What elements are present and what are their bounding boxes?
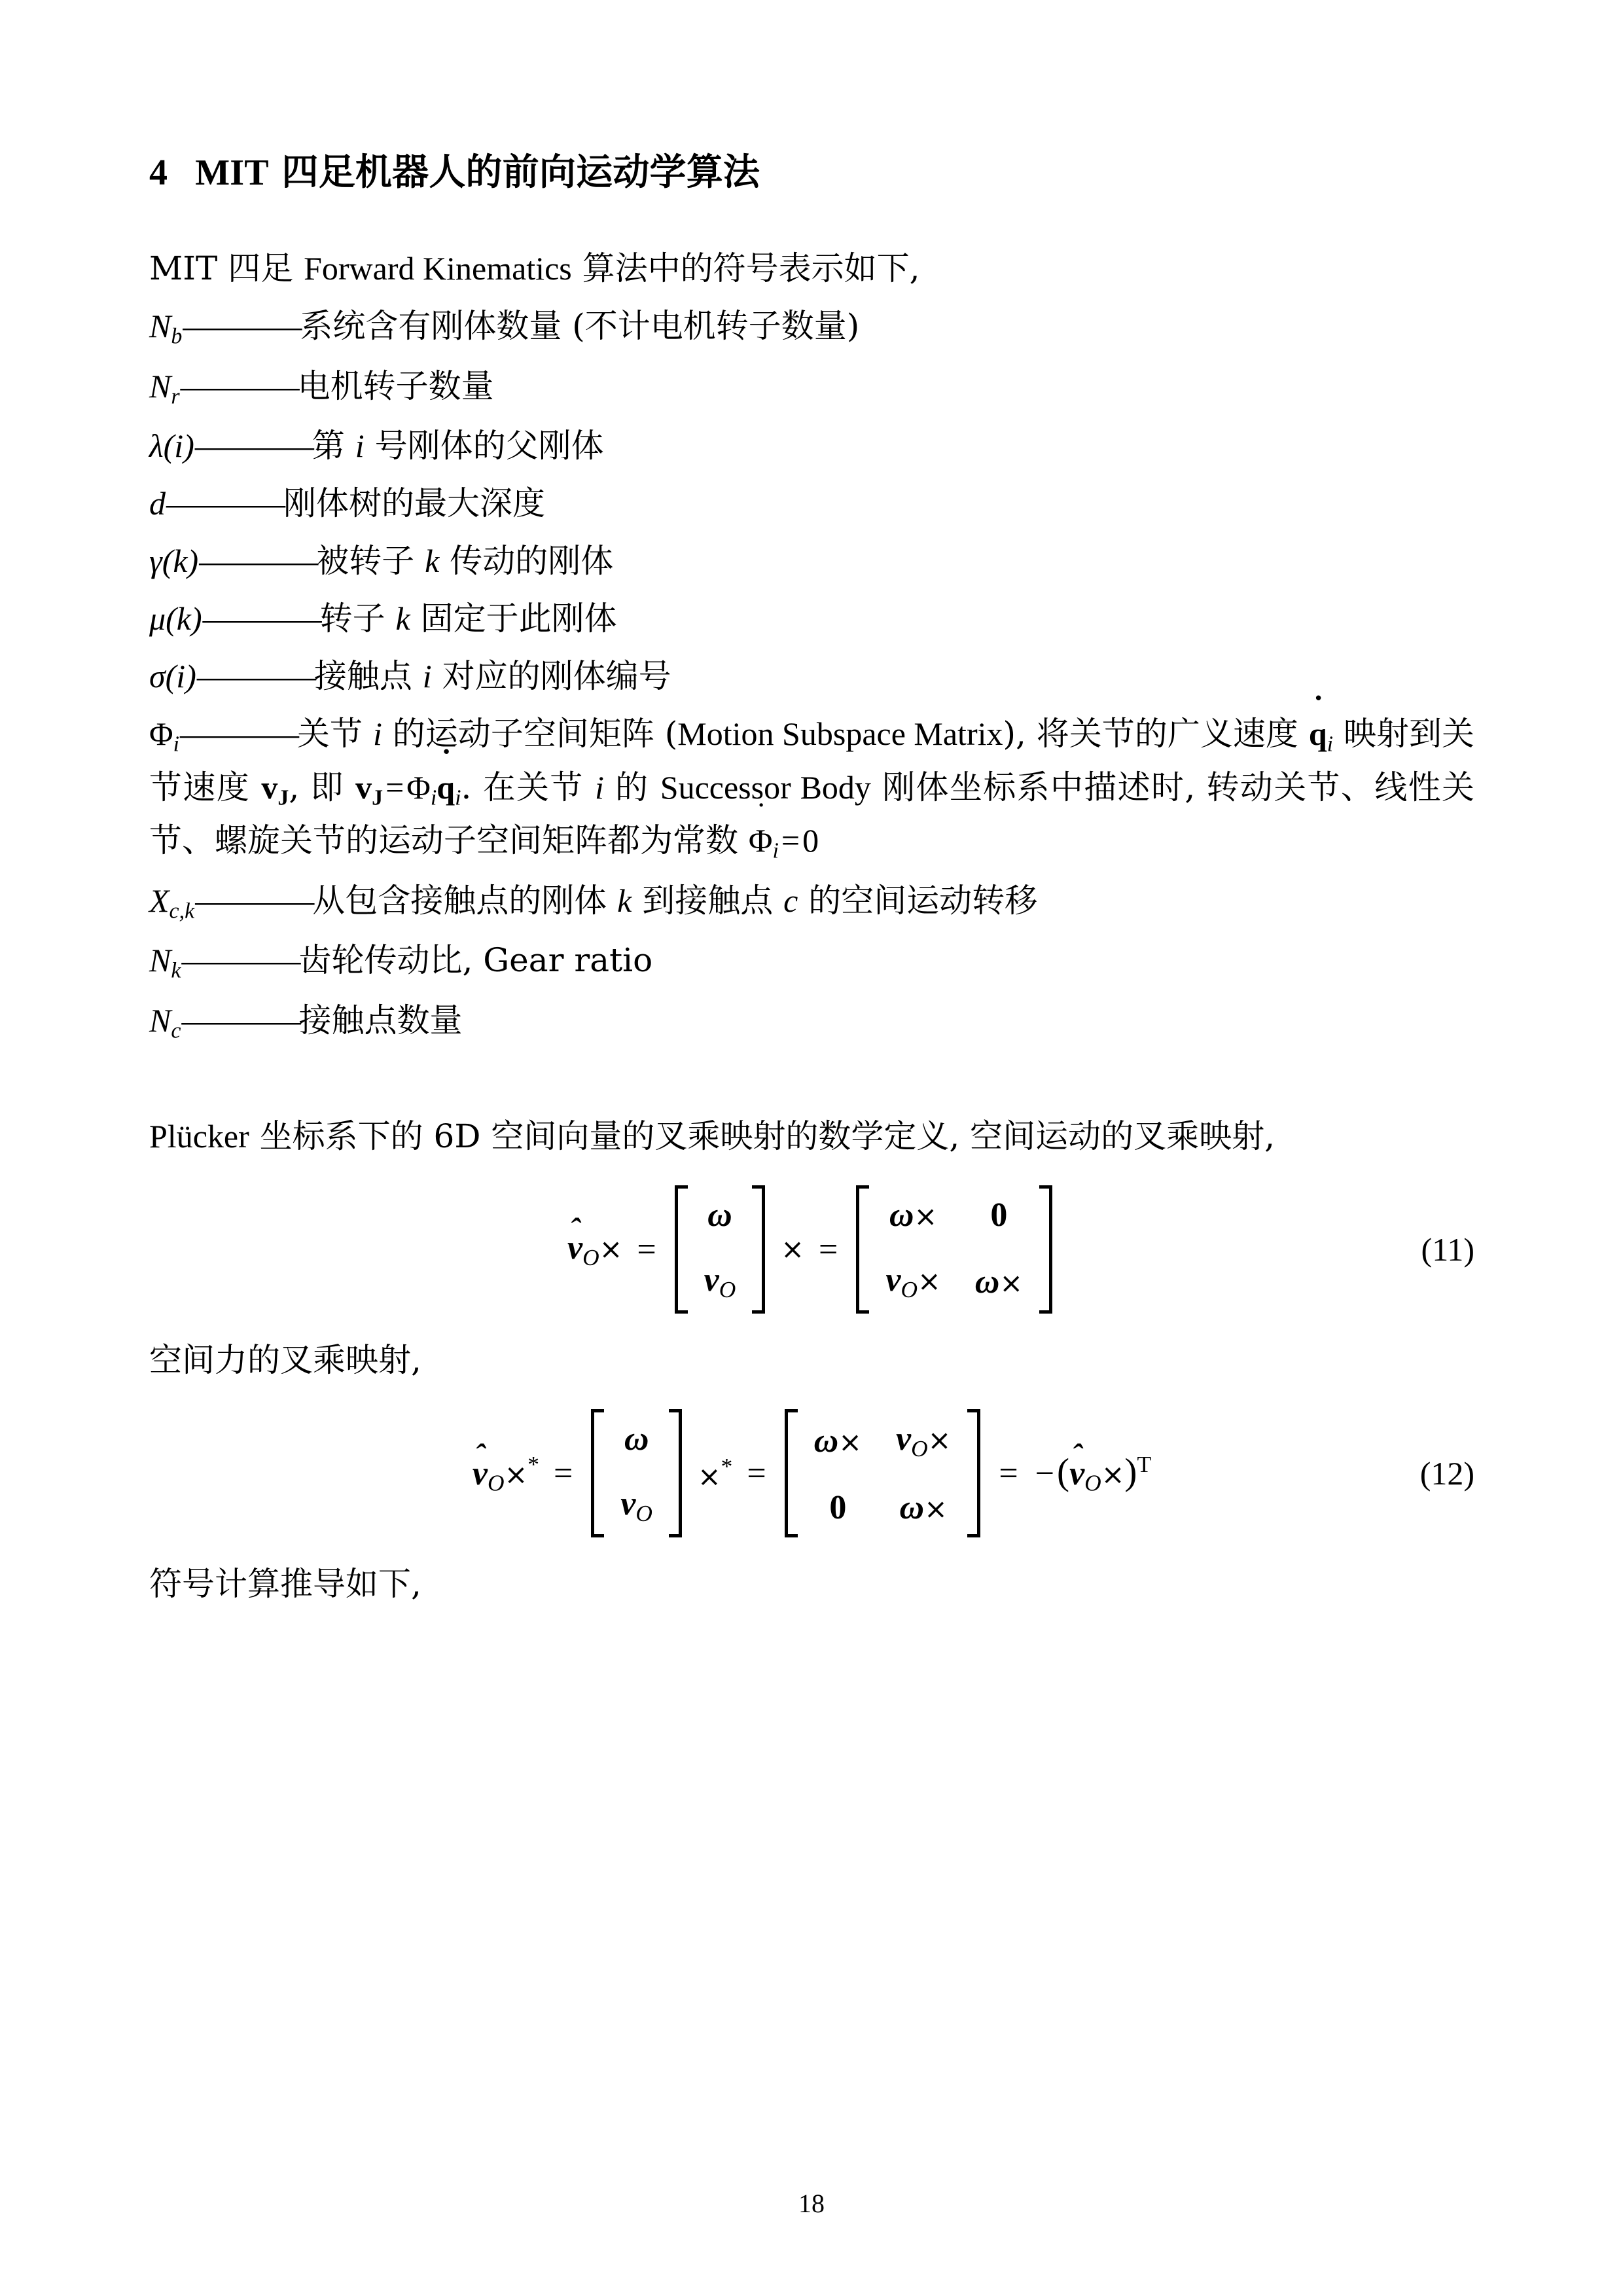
symbol-subscript-k: k [171,958,181,983]
plucker-text: 坐标系下的 6D 空间向量的叉乘映射的数学定义, 空间运动的叉乘映射, [249,1117,1275,1156]
definition-description: 传动的刚体 [439,542,614,581]
phi-segment-3: ), 将关节的广义速度 [1003,715,1309,753]
math-vJ-2: $v_J$ [355,768,383,810]
eq11-vector-cell-0: ω [707,1196,732,1234]
definition-description: 系统含有刚体数量 (不计电机转子数量) [300,307,860,345]
eq12-rhs: −(v ˆ$_O$×)$^T$ [1033,1450,1151,1496]
math-zero: 0 [802,822,819,859]
eq11-matrix-cell-0-1: 0 [990,1196,1008,1234]
phi-segment-4: 映射到关节速度 [149,715,1475,806]
section-number: 4 [149,152,168,193]
force-mapping-text: 空间力的叉乘映射, [149,1341,421,1380]
eq11-vector-cell-1: $v_O$ [704,1261,736,1303]
closing-text: 符号计算推导如下, [149,1565,421,1604]
symbol-subscript-b: b [171,324,183,349]
equation-12-number: (12) [1419,1455,1474,1492]
math-phidot: Φ ˙ [749,815,773,866]
eq11-matrix-cell-1-1: ω× [974,1263,1024,1301]
definition-description: 对应的刚体编号 [431,657,671,696]
definition-description: 电机转子数量 [297,367,494,405]
definition-description: 的空间运动转移 [798,881,1038,920]
section-title-latin: MIT [195,152,269,193]
math-equals-2: = [781,822,800,859]
symbol-N: N [149,308,171,344]
definition-gamma [149,535,1474,586]
bracket-left-icon [856,1185,872,1314]
bracket-left-icon [785,1409,801,1537]
symbol-N: N [149,367,171,404]
definition-d [149,478,1474,529]
bracket-left-icon [591,1409,607,1537]
definition-Xck [149,875,1474,929]
math-qdot-2-subscript: i [455,785,461,810]
definition-dash: ———— [199,543,315,580]
symbol-mu: μ(k) [149,600,202,637]
phi-variable-i-2: i [595,768,604,806]
eq12-lhs: v ˆ$_O$×* [473,1450,539,1496]
definition-dash: ———— [180,367,296,404]
math-qdot-2: q ˙ [437,762,455,813]
definition-variable-c: c [783,882,798,919]
phi-segment-7: 的 [603,768,660,806]
definition-phi [149,708,1474,869]
math-qdot-subscript: i [1327,732,1334,757]
symbol-lambda: λ(i) [149,427,194,465]
section-heading [149,149,1474,196]
eq11-vector-grid [691,1185,749,1314]
definition-dash: ———— [195,882,311,919]
eq12-column-vector [591,1409,682,1537]
phi-latin-successor-body: Successor Body [660,768,871,806]
eq12-equals-3: = [999,1454,1018,1492]
bracket-right-icon [666,1409,682,1537]
eq12-matrix-cell-0-0: ω× [813,1422,862,1460]
symbol-d: d [149,485,166,522]
symbol-N: N [149,1001,171,1039]
definition-mu [149,593,1474,644]
definition-description: 号刚体的父刚体 [364,427,604,465]
definition-dash: ———— [181,1001,297,1039]
definition-description-pre: 转子 [319,600,396,638]
definition-description-pre: 被转子 [316,542,425,581]
equation-12-body [149,1408,1474,1539]
definition-Nc [149,995,1474,1049]
definition-description-pre: 第 [312,427,355,465]
definition-variable: k [395,600,410,637]
math-phi-subscript: i [430,785,437,810]
definition-description: 接触点数量 [298,1001,463,1039]
eq12-equals-2: = [747,1454,766,1492]
definition-description: 刚体树的最大深度 [283,484,545,523]
definition-dash: ———— [166,485,281,522]
definition-dash: ———— [194,427,310,465]
bracket-right-icon [964,1409,980,1537]
math-phidot-subscript: i [772,838,779,863]
symbol-subscript-i: i [173,732,180,757]
bracket-right-icon [749,1185,765,1314]
eq11-matrix [856,1185,1052,1314]
eq11-matrix-grid [872,1185,1036,1314]
definition-sigma [149,651,1474,702]
eq12-matrix-grid [801,1409,965,1537]
definition-variable: k [425,543,440,580]
phi-segment-6: . 在关节 [461,768,595,806]
eq12-matrix-cell-0-1: $v_O\times$ [896,1420,952,1462]
definition-variable: i [422,658,432,695]
definition-dash: ———— [181,942,297,979]
force-mapping-paragraph [149,1335,1474,1386]
eq11-equals-2: = [819,1230,838,1268]
intro-paragraph [149,243,1474,294]
definition-Nk [149,935,1474,988]
equation-11-number: (11) [1421,1231,1474,1268]
equation-12 [149,1408,1474,1539]
symbol-sigma: σ(i) [149,658,196,695]
symbol-subscript-r: r [171,384,180,409]
symbol-X: X [149,882,169,919]
eq11-column-vector [675,1185,766,1314]
symbol-subscript-c: c [171,1018,181,1043]
eq11-matrix-cell-1-0: $v_O\times$ [885,1261,941,1303]
math-phi: Φ [406,768,431,806]
math-vJ: $v_J$ [261,768,289,810]
equation-11 [149,1184,1474,1315]
phi-segment-5: , 即 [289,768,356,806]
eq12-matrix [785,1409,981,1537]
definition-dash: ———— [180,715,296,753]
plucker-latin: Plücker [149,1118,249,1155]
eq12-vector-grid [607,1409,666,1537]
definition-description-mid: 到接触点 [632,881,784,920]
eq12-cross-operator: ×* [697,1453,733,1494]
eq12-vector-cell-1: $v_O$ [620,1485,652,1527]
eq12-equals-1: = [553,1454,573,1492]
definition-description: 固定于此刚体 [410,600,617,638]
symbol-phi: Φ [149,715,173,753]
phi-segment-8: 刚体坐标系中描述时, 转动关节、线性关节、螺旋关节的运动子空间矩阵都为常数 [149,768,1474,860]
definition-dash: ———— [183,308,298,344]
intro-text-after: 算法中的符号表示如下, [571,249,920,287]
definition-description-pre: 从包含接触点的刚体 [312,881,618,920]
phi-segment-1: 关节 [297,715,373,753]
paragraph-gap [149,1054,1474,1111]
page-content [149,149,1474,1609]
eq11-equals-1: = [637,1230,656,1268]
phi-segment-2: 的运动子空间矩阵 ( [382,715,678,753]
definition-Nr [149,361,1474,414]
symbol-N: N [149,942,171,979]
equation-11-body [149,1184,1474,1315]
definition-description-pre: 接触点 [313,657,423,696]
symbol-subscript-ck: c,k [169,899,195,924]
math-equals: = [385,768,404,806]
eq12-matrix-cell-1-1: ω× [899,1489,948,1527]
bracket-left-icon [675,1185,691,1314]
phi-variable-i: i [372,715,382,753]
intro-latin: Forward Kinematics [304,250,572,287]
section-title-cjk: 四足机器人的前向运动学算法 [281,151,760,194]
bracket-right-icon [1036,1185,1052,1314]
symbol-gamma: γ(k) [149,543,199,580]
definition-variable: i [355,427,365,465]
eq12-vector-cell-0: ω [624,1420,649,1458]
page-number: 18 [798,2189,825,2218]
plucker-paragraph [149,1111,1474,1162]
eq11-cross-operator: × [781,1233,805,1266]
math-qdot-i: q ˙ [1309,708,1327,759]
definition-description: 齿轮传动比, Gear ratio [298,941,653,980]
eq11-lhs: v ˆ$_O$× [567,1229,622,1271]
eq12-matrix-cell-1-0: 0 [829,1489,847,1527]
definition-variable-k: k [617,882,632,919]
definition-dash: ———— [202,600,318,637]
intro-text-before: MIT 四足 [149,249,304,287]
definition-Nb [149,300,1474,354]
phi-latin-motion-subspace: Motion Subspace Matrix [677,715,1003,753]
definition-lambda [149,420,1474,471]
eq11-matrix-cell-0-0: ω× [889,1196,938,1234]
closing-paragraph [149,1558,1474,1609]
definition-dash: ———— [196,658,312,695]
